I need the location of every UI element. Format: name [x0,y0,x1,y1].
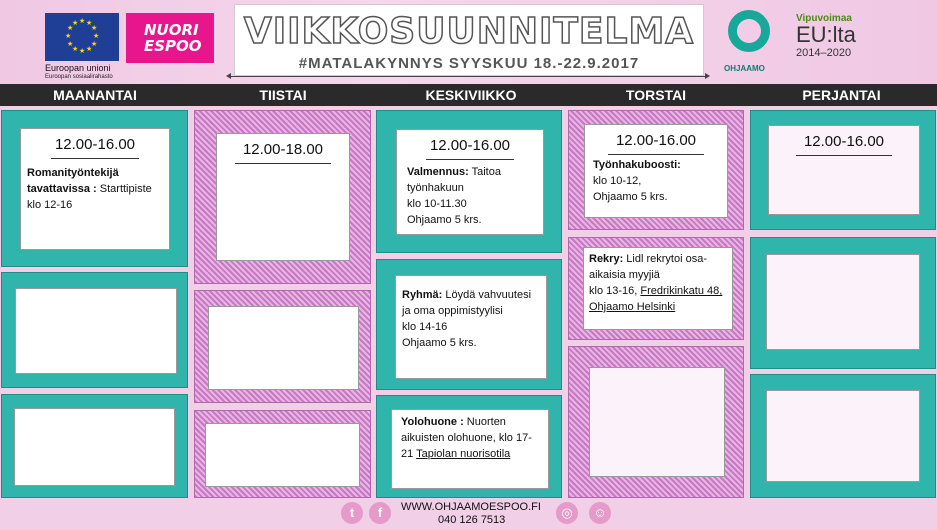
wednesday-time: 12.00-16.00 [429,137,511,154]
fredrikinkatu-link[interactable]: Fredrikinkatu 48, Ohjaamo Helsinki [589,285,723,313]
double-arrow-divider [228,76,708,77]
entry-title: Ryhmä: [402,289,443,301]
eu-ita-label: EU:lta [796,22,856,47]
thursday-tyonhaku-entry [585,155,727,205]
day-header-bar [0,84,937,106]
entry-text: Löydä vahvuutesi ja oma oppimistyylisi [402,289,532,317]
svg-text:★: ★ [86,45,93,53]
svg-text:★: ★ [91,40,98,48]
tuesday-card-1 [194,110,371,284]
page-title: VIIKKOSUUNNITELMA [243,11,695,52]
time-underline [796,155,892,156]
friday-card-3 [750,374,936,498]
svg-text:★: ★ [67,40,74,48]
eu-flag-logo [45,13,119,61]
monday-card-1 [1,110,188,267]
day-thursday: TORSTAI [625,87,687,103]
twitter-icon[interactable]: t [341,502,363,524]
footer-phone: 040 126 7513 [438,514,506,526]
facebook-icon[interactable]: f [369,502,391,524]
svg-text:★: ★ [79,47,86,55]
day-friday: PERJANTAI [802,87,881,103]
wednesday-card-3 [376,395,562,498]
wednesday-ryhma-entry [396,276,546,351]
entry-title: Yolohuone : [401,416,464,428]
ohjaamo-label: OHJAAMO [724,64,765,73]
instagram-icon[interactable]: ◎ [556,502,578,524]
entry-place: Ohjaamo 5 krs. [407,214,482,226]
eu-sublabel: Euroopan sosiaalirahasto [45,74,113,80]
tuesday-time: 12.00-18.00 [242,141,324,158]
entry-title: Rekry: [589,253,624,265]
wednesday-card-3-inner [391,409,549,489]
thursday-card-3 [568,346,744,498]
page-subtitle: #MATALAKYNNYS SYYSKUU 18.-22.9.2017 [298,55,640,72]
wednesday-card-1 [376,110,562,253]
day-wednesday: KESKIVIIKKO [425,87,517,103]
snapchat-icon[interactable]: ☺ [589,502,611,524]
friday-card-3-inner [766,390,920,482]
monday-card-2-inner [15,288,177,374]
tapiola-link[interactable]: Tapiolan nuorisotila [416,448,511,460]
wednesday-valmennus-entry [397,160,543,228]
wednesday-card-2-inner [395,275,547,379]
header [0,0,937,84]
friday-card-1 [750,110,936,230]
vipuvoimaa-label: Vipuvoimaa [796,13,852,24]
thursday-card-3-inner [589,367,725,477]
eu-years-label: 2014–2020 [796,47,852,59]
tuesday-card-1-inner [216,133,350,261]
time-underline [235,163,331,164]
svg-text:★: ★ [65,32,72,40]
tuesday-card-3-inner [205,423,360,487]
entry-text: Nuorten aikuisten olohuone, klo 17-21 [401,416,532,460]
wednesday-card-2 [376,259,562,390]
monday-entry [21,159,169,213]
day-monday: MAANANTAI [53,87,137,103]
svg-text:★: ★ [91,24,98,32]
svg-text:★: ★ [72,19,79,27]
svg-text:★: ★ [72,45,79,53]
entry-place: Ohjaamo 5 krs. [593,191,668,203]
entry-title: Romanityöntekijä tavattavissa : [27,167,119,195]
nuori-line2: ESPOO [144,37,202,55]
entry-text: Starttipiste klo 12-16 [27,183,152,211]
title-box [234,4,704,76]
tuesday-card-2 [194,290,371,403]
friday-card-2 [750,237,936,369]
entry-time: klo 10-11.30 [407,198,467,210]
ohjaamo-logo [724,8,776,78]
eu-label: Euroopan unioni [45,63,111,73]
entry-time: klo 14-16 [402,321,448,333]
monday-card-3 [1,394,188,498]
monday-card-1-inner [20,128,170,250]
ohjaamo-ring-icon [728,10,770,52]
entry-title: Valmennus: [407,166,469,178]
entry-text: Lidl rekrytoi osa-aikaisia myyjiä [589,253,708,281]
thursday-card-2 [568,237,744,340]
entry-title: Työnhakuboosti: [593,159,681,171]
friday-card-2-inner [766,254,920,350]
svg-text:★: ★ [86,19,93,27]
tuesday-card-2-inner [208,306,359,390]
friday-card-1-inner [768,125,920,215]
thursday-card-1-inner [584,124,728,218]
svg-text:★: ★ [93,32,100,40]
wednesday-yolo-entry [392,410,548,462]
footer-website[interactable]: WWW.OHJAAMOESPOO.FI [401,501,541,513]
monday-time: 12.00-16.00 [54,136,136,153]
entry-time: klo 10-12, [593,175,642,187]
thursday-rekry-entry [584,248,732,315]
svg-text:★: ★ [67,24,74,32]
monday-card-2 [1,272,188,388]
nuori-line1: NUORI [144,21,199,39]
svg-text:★: ★ [79,17,86,25]
entry-place: Ohjaamo 5 krs. [402,337,477,349]
nuori-espoo-logo [126,13,214,63]
wednesday-card-1-inner [396,129,544,235]
thursday-time: 12.00-16.00 [615,132,697,149]
thursday-card-2-inner [583,247,733,330]
thursday-card-1 [568,110,744,230]
entry-text: Taitoa työnhakuun [407,166,501,194]
monday-card-3-inner [14,408,175,486]
tuesday-card-3 [194,410,371,498]
day-tuesday: TIISTAI [259,87,307,103]
friday-time: 12.00-16.00 [803,133,885,150]
entry-time: klo 13-16, [589,285,641,297]
